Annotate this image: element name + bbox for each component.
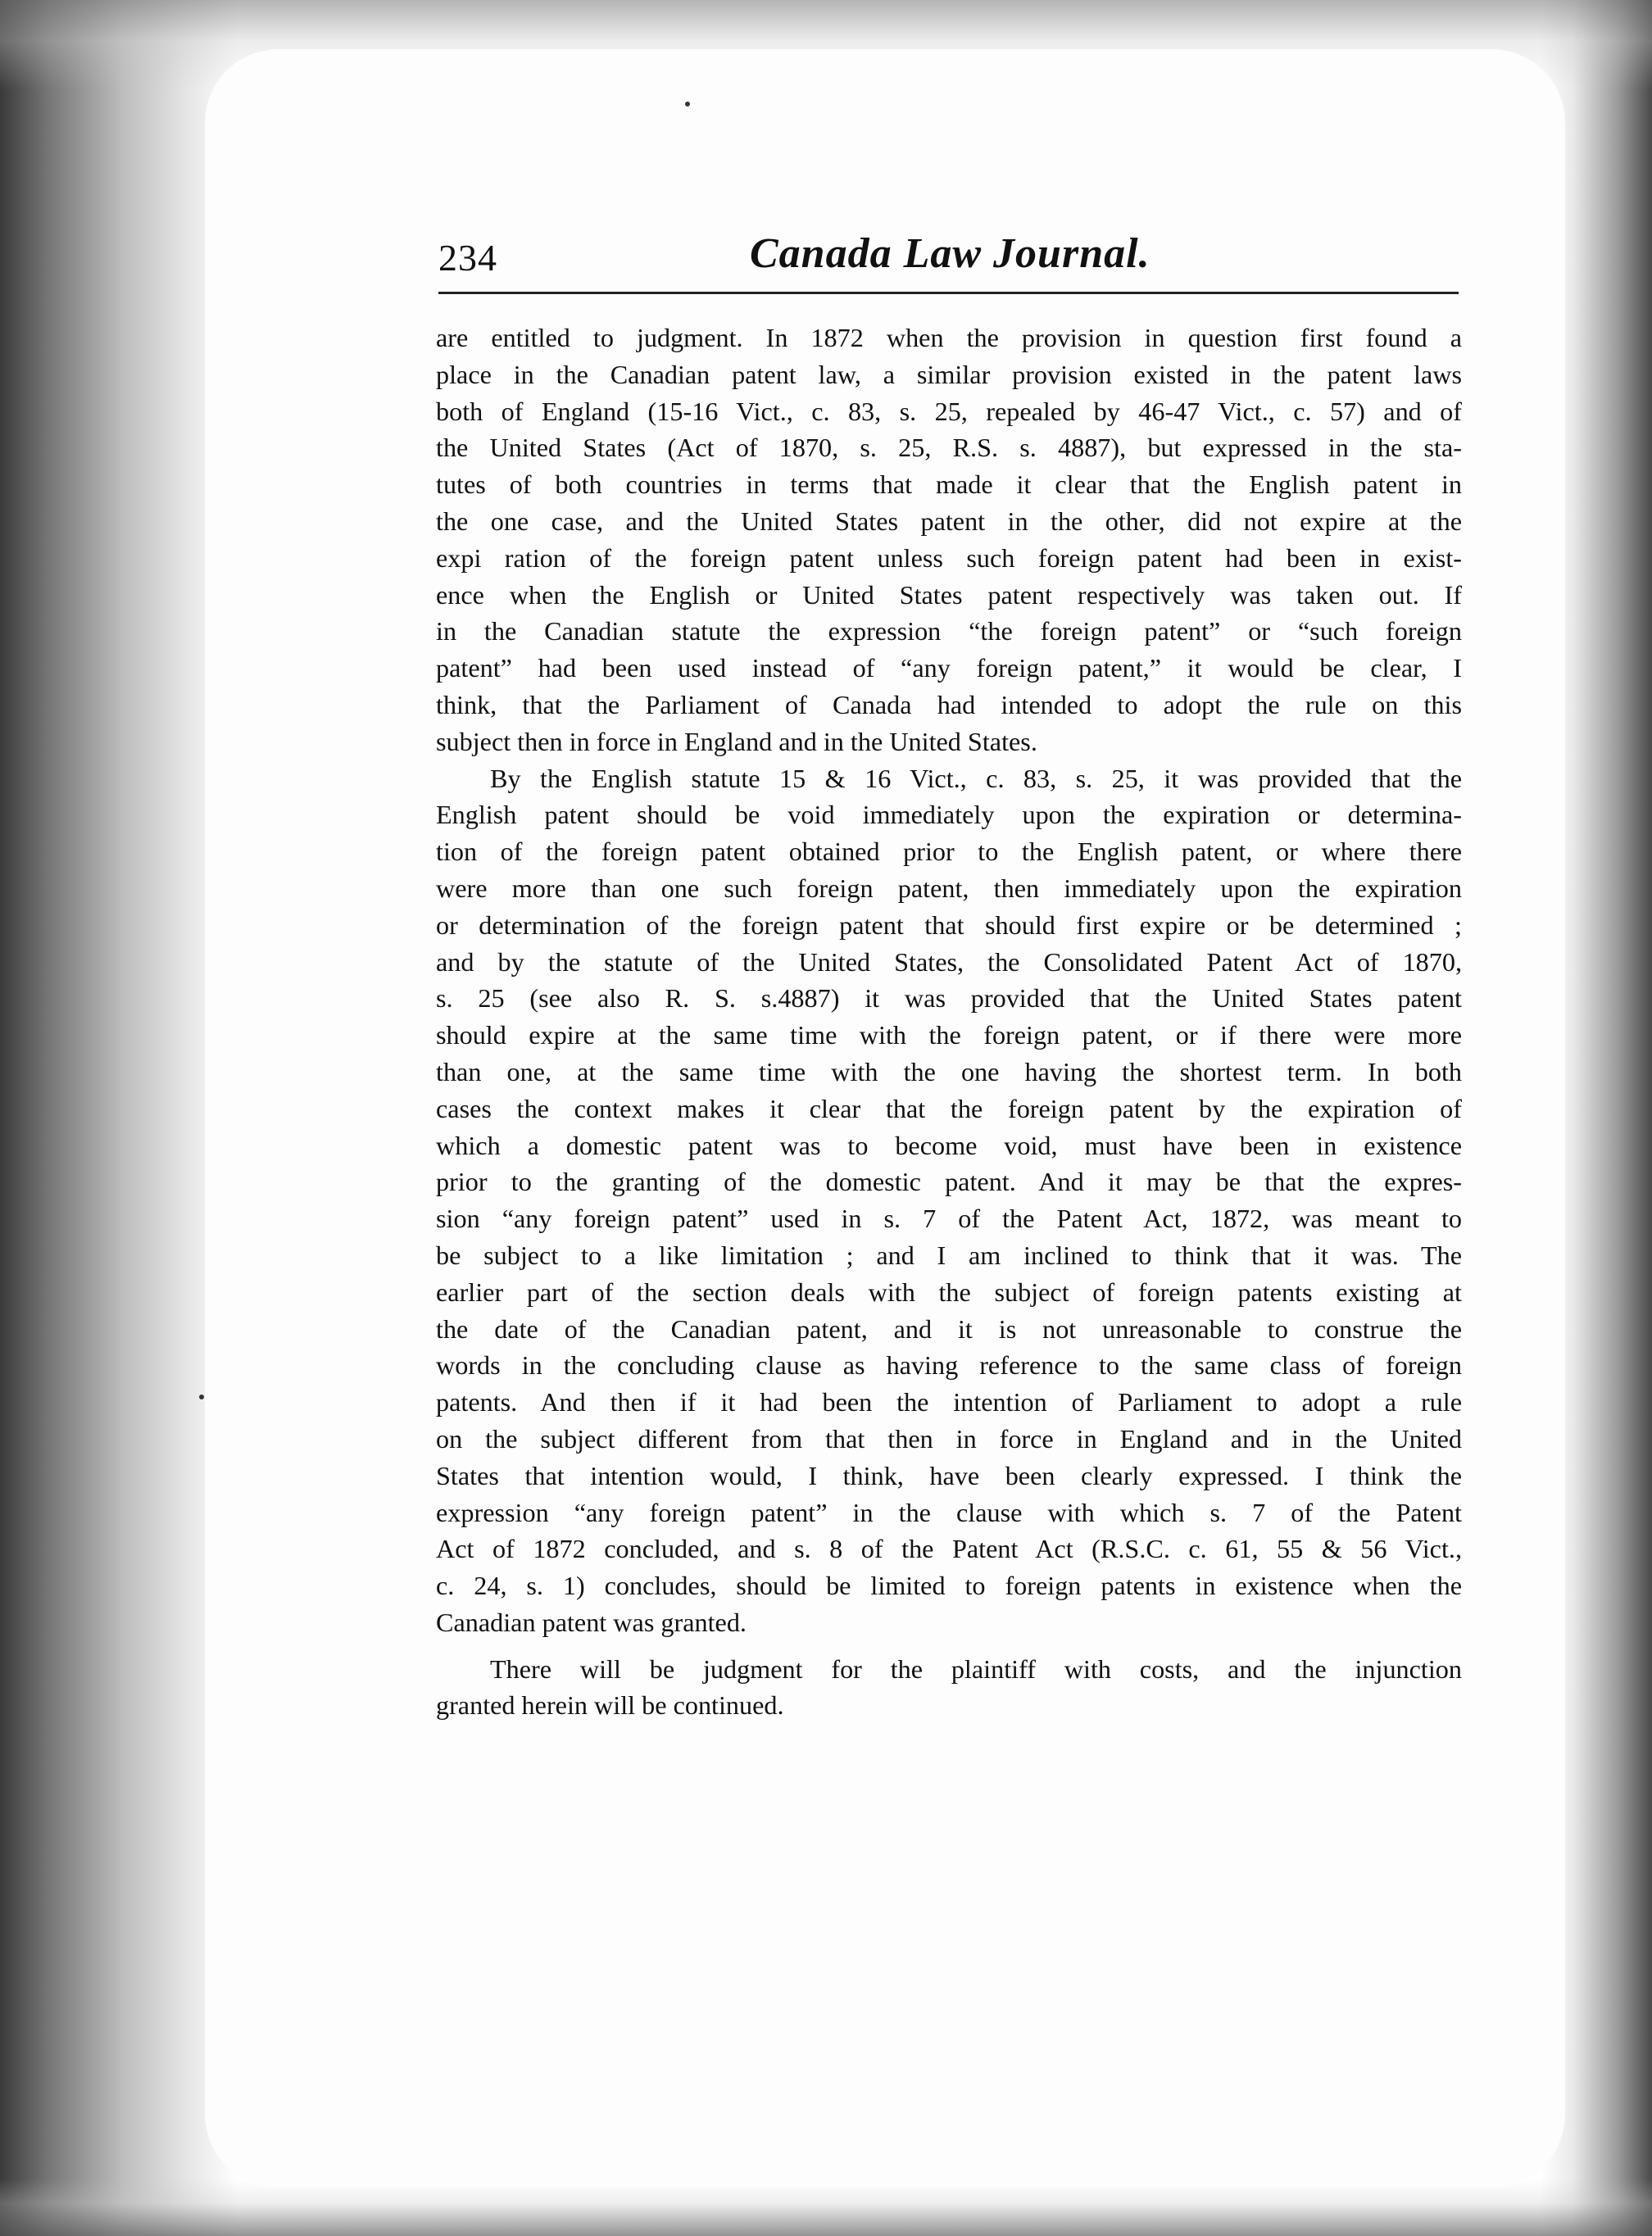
text-line: English patent should be void immediately upon the expiration or determina- <box>436 800 1462 830</box>
text-line: Act of 1872 concluded, and s. 8 of the Patent Act (R.S.C. c. 61, 55 & 56 Vict., <box>436 1534 1462 1564</box>
paragraph <box>436 760 1462 1641</box>
text-line: and by the statute of the United States, the Consolidated Patent Act of 1870, <box>436 946 1462 977</box>
text-line: By the English statute 15 & 16 Vict., c. 83, s. 25, it was provided that the <box>490 763 1462 793</box>
text-line: think, that the Parliament of Canada had intended to adopt the rule on this <box>436 689 1462 719</box>
journal-title: Canada Law Journal. <box>750 230 1150 277</box>
text-line: on the subject different from that then in force in England and in the United <box>436 1423 1462 1454</box>
text-line: expi ration of the foreign patent unless such foreign patent had been in exist- <box>436 542 1462 573</box>
text-line: words in the concluding clause as having reference to the same class of foreign <box>436 1350 1462 1381</box>
text-line: States that intention would, I think, have been clearly expressed. I think the <box>436 1460 1462 1490</box>
text-line: There will be judgment for the plaintiff with costs, and the injunction <box>490 1653 1462 1684</box>
text-line: the United States (Act of 1870, s. 25, R.S. s. 4887), but expressed in the sta- <box>436 433 1462 463</box>
text-line: in the Canadian statute the expression “the foreign patent” or “such foreign <box>436 616 1462 646</box>
page-number: 234 <box>438 237 497 279</box>
text-line: ence when the English or United States patent respectively was taken out. If <box>436 579 1462 610</box>
paragraph <box>436 1651 1462 1725</box>
text-line: the date of the Canadian patent, and it is not unreasonable to construe the <box>436 1313 1462 1344</box>
text-line: or determination of the foreign patent that should first expire or be determined ; <box>436 909 1462 940</box>
text-line: patent” had been used instead of “any foreign patent,” it would be clear, I <box>436 653 1462 683</box>
text-line: s. 25 (see also R. S. s.4887) it was provided that the United States patent <box>436 983 1462 1014</box>
article-body <box>436 320 1462 1724</box>
text-line: both of England (15-16 Vict., c. 83, s. 25, repealed by 46-47 Vict., c. 57) and of <box>436 396 1462 426</box>
text-line: granted herein will be continued. <box>436 1690 784 1721</box>
text-line: were more than one such foreign patent, then immediately upon the expiration <box>436 873 1462 903</box>
text-line: place in the Canadian patent law, a similar provision existed in the patent laws <box>436 359 1462 389</box>
paragraph-gap <box>436 1641 1462 1651</box>
text-line: be subject to a like limitation ; and I am inclined to think that it was. The <box>436 1240 1462 1270</box>
text-line: than one, at the same time with the one having the shortest term. In both <box>436 1056 1462 1086</box>
scan-speck <box>199 1395 204 1399</box>
text-line: Canadian patent was granted. <box>436 1607 747 1637</box>
text-line: tion of the foreign patent obtained prior to the English patent, or where there <box>436 837 1462 867</box>
text-line: earlier part of the section deals with the subject of foreign patents existing at <box>436 1277 1462 1307</box>
header-rule <box>438 292 1459 294</box>
text-line: the one case, and the United States patent in the other, did not expire at the <box>436 506 1462 536</box>
text-line: tutes of both countries in terms that made it clear that the English patent in <box>436 469 1462 500</box>
text-line: patents. And then if it had been the intention of Parliament to adopt a rule <box>436 1387 1462 1417</box>
scan-speck <box>685 102 690 107</box>
text-line: expression “any foreign patent” in the clause with which s. 7 of the Patent <box>436 1497 1462 1527</box>
text-line: c. 24, s. 1) concludes, should be limited to foreign patents in existence when the <box>436 1571 1462 1601</box>
text-line: cases the context makes it clear that the foreign patent by the expiration of <box>436 1093 1462 1123</box>
running-header <box>438 229 1459 290</box>
paragraph <box>436 320 1462 760</box>
text-line: sion “any foreign patent” used in s. 7 of the Patent Act, 1872, was meant to <box>436 1204 1462 1234</box>
text-line: are entitled to judgment. In 1872 when the provision in question first found a <box>436 323 1462 352</box>
text-line: which a domestic patent was to become void, must have been in existence <box>436 1130 1462 1160</box>
text-line: subject then in force in England and in the United States. <box>436 726 1037 756</box>
text-line: prior to the granting of the domestic patent. And it may be that the expres- <box>436 1167 1462 1197</box>
text-line: should expire at the same time with the foreign patent, or if there were more <box>436 1020 1462 1050</box>
